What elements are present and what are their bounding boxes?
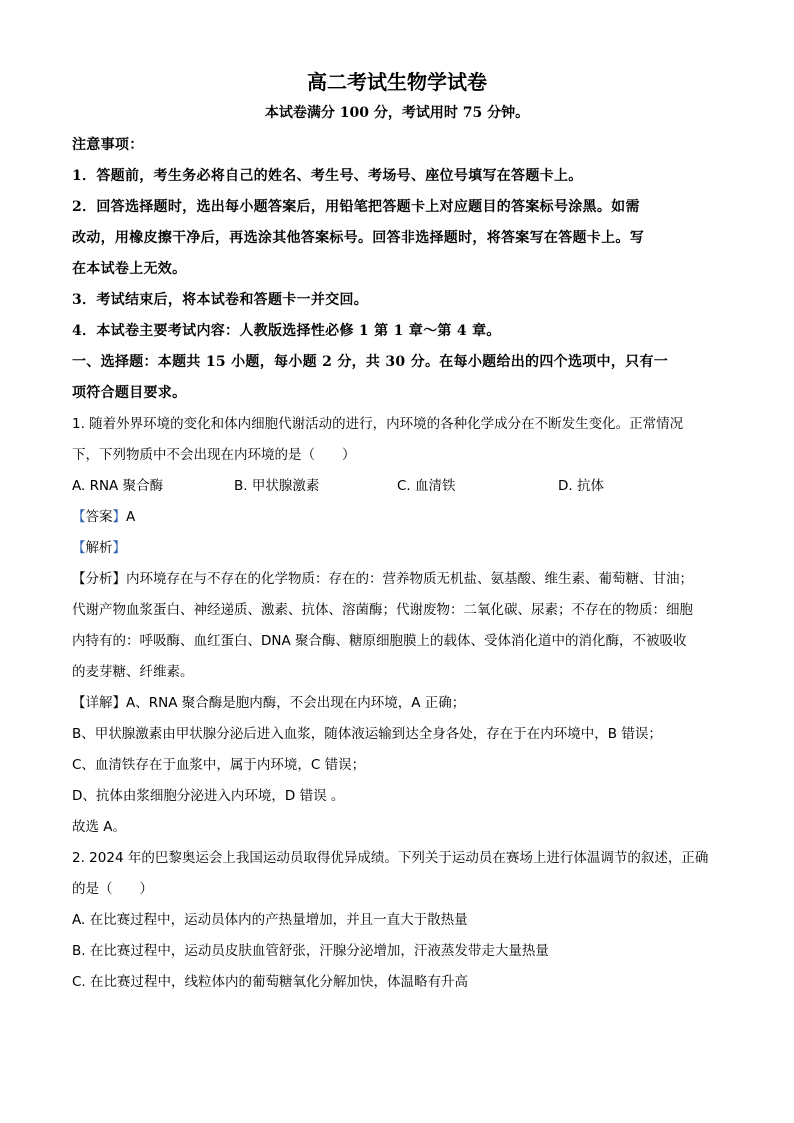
q1-option-b: B. 甲状腺激素 (234, 478, 320, 494)
fenxi-tag-open: 【 (72, 571, 86, 587)
analysis-tag-label: 解析 (85, 540, 113, 556)
analysis-tag-open: 【 (72, 540, 86, 556)
q2-option-c: C. 在比赛过程中，线粒体内的葡萄糖氧化分解加快，体温略有升高 (72, 974, 469, 990)
q1-analysis-line (72, 533, 722, 564)
fenxi-tag-close: 】 (112, 571, 126, 587)
answer-tag-label: 答案 (85, 509, 113, 525)
section-1-line-2: 项符合题目要求。 (72, 385, 187, 401)
notes-item-1: 1．答题前，考生务必将自己的姓名、考生号、考场号、座位号填写在答题卡上。 (72, 168, 583, 184)
q1-xiangjie-line-b: B、甲状腺激素由甲状腺分泌后进入血浆，随体液运输到达全身各处，存在于在内环境中，B 错误； (72, 726, 662, 742)
notes-heading: 注意事项： (72, 137, 144, 153)
q1-option-d: D. 抗体 (558, 478, 604, 494)
q1-fenxi-line-2: 代谢产物血浆蛋白、神经递质、激素、抗体、溶菌酶；代谢废物：二氧化碳、尿素；不存在的物质：细胞 (72, 602, 693, 618)
xiangjie-tag-close: 】 (112, 695, 126, 711)
q1-option-c: C. 血清铁 (397, 478, 456, 494)
notes-item-4: 4．本试卷主要考试内容：人教版选择性必修 1 第 1 章～第 4 章。 (72, 323, 501, 339)
exam-subtitle: 本试卷满分 100 分，考试用时 75 分钟。 (264, 105, 530, 121)
q2-stem-line-1: 2. 2024 年的巴黎奥运会上我国运动员取得优异成绩。下列关于运动员在赛场上进行体温调节的叙述，正确 (72, 850, 709, 866)
notes-item-2-line-1: 2．回答选择题时，选出每小题答案后，用铅笔把答题卡上对应题目的答案标号涂黑。如需 (72, 199, 640, 215)
q1-answer-line (72, 502, 722, 533)
notes-item-2-line-2: 改动，用橡皮擦干净后，再选涂其他答案标号。回答非选择题时，将答案写在答题卡上。写 (72, 230, 644, 246)
exam-page (72, 68, 722, 998)
q1-options (72, 471, 722, 502)
answer-value: A (126, 509, 136, 525)
answer-tag-close: 】 (112, 509, 126, 525)
q2-option-a: A. 在比赛过程中，运动员体内的产热量增加，并且一直大于散热量 (72, 912, 468, 928)
fenxi-tag-label: 分析 (85, 571, 113, 587)
xiangjie-tag-open: 【 (72, 695, 86, 711)
q1-fenxi-line-4: 的麦芽糖、纤维素。 (72, 664, 194, 680)
q1-fenxi-line-1 (72, 564, 722, 595)
q2-stem-line-2: 的是（ ） (72, 881, 153, 897)
q1-stem-line-1: 1. 随着外界环境的变化和体内细胞代谢活动的进行，内环境的各种化学成分在不断发生变化。正常情况 (72, 416, 684, 432)
xiangjie-text-a: A、RNA 聚合酶是胞内酶，不会出现在内环境，A 正确； (126, 695, 466, 711)
q1-xiangjie-line-a (72, 688, 722, 719)
q1-conclusion: 故选 A。 (72, 819, 127, 835)
fenxi-text-1: 内环境存在与不存在的化学物质：存在的：营养物质无机盐、氨基酸、维生素、葡萄糖、甘油； (126, 571, 693, 587)
xiangjie-tag-label: 详解 (85, 695, 113, 711)
q1-xiangjie-line-d: D、抗体由浆细胞分泌进入内环境，D 错误 。 (72, 788, 345, 804)
notes-item-3: 3．考试结束后，将本试卷和答题卡一并交回。 (72, 292, 369, 308)
q1-fenxi-line-3: 内特有的：呼吸酶、血红蛋白、DNA 聚合酶、糖原细胞膜上的载体、受体消化道中的消化酶，不被吸收 (72, 633, 687, 649)
answer-tag-open: 【 (72, 509, 86, 525)
notes-item-2-line-3: 在本试卷上无效。 (72, 261, 187, 277)
q1-xiangjie-line-c: C、血清铁存在于血浆中，属于内环境，C 错误； (72, 757, 366, 773)
analysis-tag-close: 】 (112, 540, 126, 556)
q2-option-b: B. 在比赛过程中，运动员皮肤血管舒张，汗腺分泌增加，汗液蒸发带走大量热量 (72, 943, 549, 959)
exam-title: 高二考试生物学试卷 (307, 70, 487, 94)
q1-stem-line-2: 下，下列物质中不会出现在内环境的是（ ） (72, 447, 356, 463)
q1-option-a: A. RNA 聚合酶 (72, 478, 164, 494)
section-1-line-1: 一、选择题：本题共 15 小题，每小题 2 分，共 30 分。在每小题给出的四个选项中，只有一 (72, 354, 669, 370)
